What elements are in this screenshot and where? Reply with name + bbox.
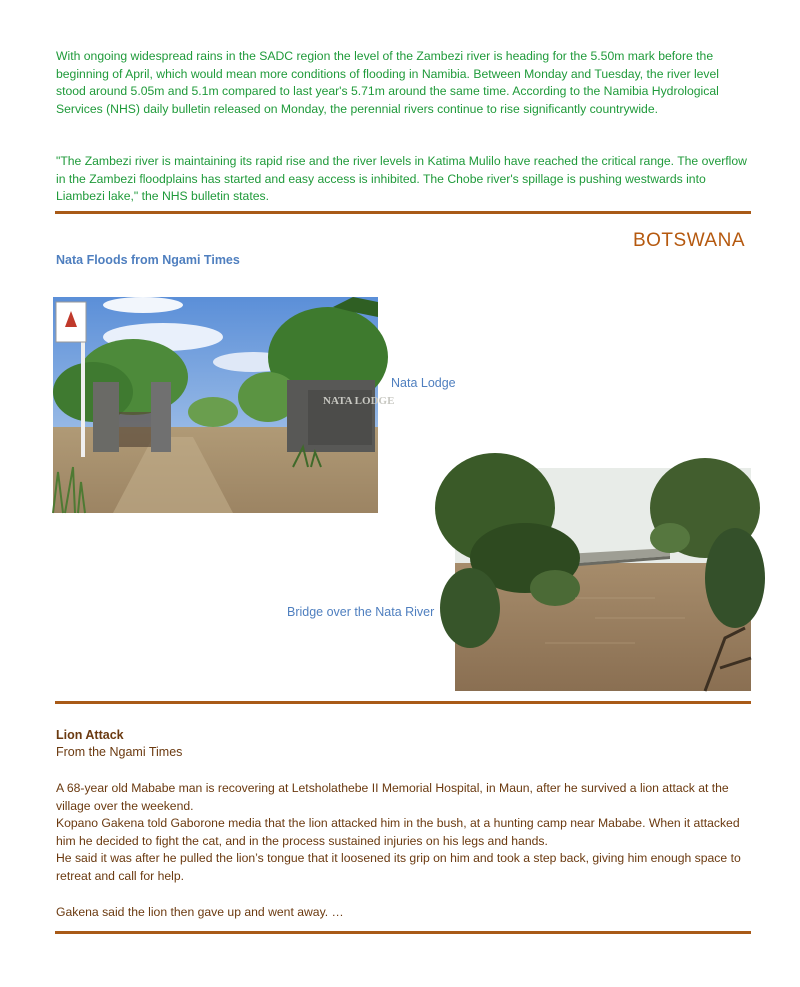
nata-floods-subheading: Nata Floods from Ngami Times (56, 253, 240, 267)
section-divider (55, 931, 751, 934)
lion-attack-line: He said it was after he pulled the lion’s tongue that it loosened its grip on him and took a step back, giving him enough space to retreat and call for help. (56, 851, 741, 883)
lion-attack-closing: Gakena said the lion then gave up and went away. … (56, 905, 344, 919)
nata-lodge-photo (53, 297, 395, 513)
lion-attack-body (56, 780, 752, 886)
zambezi-paragraph-2: "The Zambezi river is maintaining its rapid rise and the river levels in Katima Mulilo have reached the critical range. The overflow in the Zambezi floodplains has started and easy access is inhibited. The Chobe river's spillage is pushing westwards into Liambezi lake," the NHS bulletin states. (56, 154, 747, 204)
nata-bridge-photo (455, 468, 751, 691)
lion-attack-title: Lion Attack (56, 728, 124, 742)
section-divider (55, 701, 751, 704)
lion-attack-line: A 68-year old Mababe man is recovering at Letsholathebe II Memorial Hospital, in Maun, after he survived a lion attack at the village over the weekend. (56, 781, 729, 813)
lion-attack-source: From the Ngami Times (56, 745, 183, 759)
section-divider (55, 211, 751, 214)
lodge-sign-text: NATA LODGE (323, 395, 395, 407)
nata-bridge-caption: Bridge over the Nata River (287, 605, 435, 619)
section-heading-botswana: BOTSWANA (632, 230, 745, 251)
nata-lodge-caption: Nata Lodge (391, 376, 456, 390)
zambezi-paragraph-1: With ongoing widespread rains in the SADC region the level of the Zambezi river is heading for the 5.50m mark before the beginning of April, which would mean more conditions of flooding in Namibia. Between Monday and Tuesday, the river level stood around 5.05m and 5.1m compared to last year's 5.71m around the same time. According to the Namibia Hydrological Services (NHS) daily bulletin released on Monday, the perennial rivers continue to rise significantly countrywide. (56, 49, 720, 116)
lion-attack-line: Kopano Gakena told Gaborone media that the lion attacked him in the bush, at a hunting camp near Mababe. When it attacked him he decided to fight the cat, and in the process sustained injuries on his legs and hands. (56, 816, 740, 848)
